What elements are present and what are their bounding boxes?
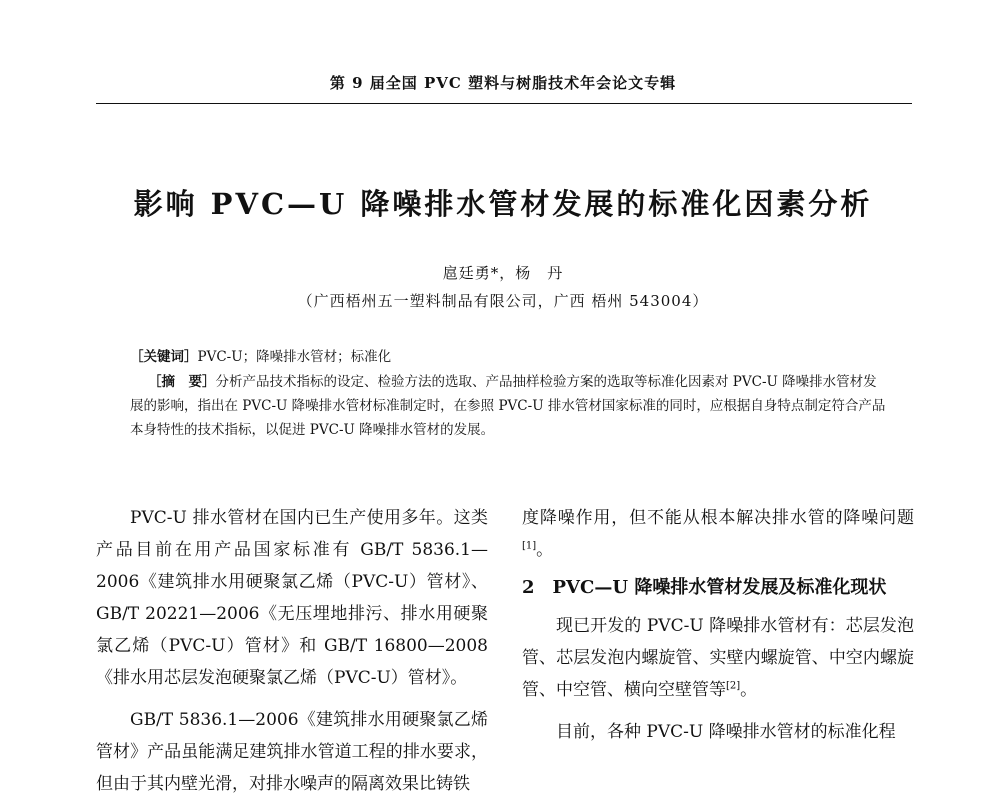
header-rule [96, 103, 912, 104]
body-paragraph: GB/T 5836.1—2006《建筑排水用硬聚氯乙烯管材》产品虽能满足建筑排水管道工程的排水要求，但由于其内壁光滑，对排水噪声的隔离效果比铸铁 [96, 710, 488, 794]
authors: 扈廷勇*，杨 丹 [442, 264, 564, 282]
paragraph-end: 。 [740, 680, 758, 700]
keywords-block [130, 345, 890, 369]
keywords-label: ［关键词］ [130, 349, 198, 365]
paragraph-end: 。 [536, 540, 554, 560]
body-column-left [96, 502, 488, 800]
abstract-text: 分析产品技术指标的设定、检验方法的选取、产品抽样检验方案的选取等标准化因素对 PVC-U 降噪排水管材发展的影响，指出在 PVC-U 降噪排水管材标准制定时，在参照 PVC-U 排水管材国家标准的同时，应根据自身特点制定符合产品本身特性的技术指标，以促进 PVC-U 降噪排水管材的发展。 [130, 374, 886, 438]
affiliation: （广西梧州五一塑料制品有限公司，广西 梧州 543004） [297, 292, 709, 310]
running-head: 第 9 届全国 PVC 塑料与树脂技术年会论文专辑 [329, 74, 677, 92]
citation-ref: [2] [726, 680, 741, 692]
paper-title: 影响 PVC—U 降噪排水管材发展的标准化因素分析 [133, 187, 873, 221]
keywords-text: PVC-U；降噪排水管材；标准化 [197, 349, 392, 365]
abstract-block [130, 370, 890, 442]
section-heading: 2 PVC—U 降噪排水管材发展及标准化现状 [522, 577, 887, 598]
paragraph-text: 现已开发的 PVC-U 降噪排水管材有：芯层发泡管、芯层发泡内螺旋管、实壁内螺旋管、中空内螺旋管、中空管、横向空壁管等 [522, 616, 914, 700]
body-column-right [522, 502, 914, 748]
citation-ref: [1] [522, 540, 537, 552]
body-paragraph [522, 502, 914, 566]
abstract-label: ［摘 要］ [148, 374, 216, 390]
body-paragraph [522, 610, 914, 706]
paragraph-text: 度降噪作用，但不能从根本解决排水管的降噪问题 [522, 508, 914, 528]
body-paragraph: PVC-U 排水管材在国内已生产使用多年。这类产品目前在用产品国家标准有 GB/T 5836.1—2006《建筑排水用硬聚氯乙烯（PVC-U）管材》、GB/T 20221—2006《无压埋地排污、排水用硬聚氯乙烯（PVC-U）管材》和 GB/T 16800—2008《排水用芯层发泡硬聚氯乙烯（PVC-U）管材》。 [96, 508, 488, 688]
body-paragraph: 目前，各种 PVC-U 降噪排水管材的标准化程 [556, 722, 896, 742]
